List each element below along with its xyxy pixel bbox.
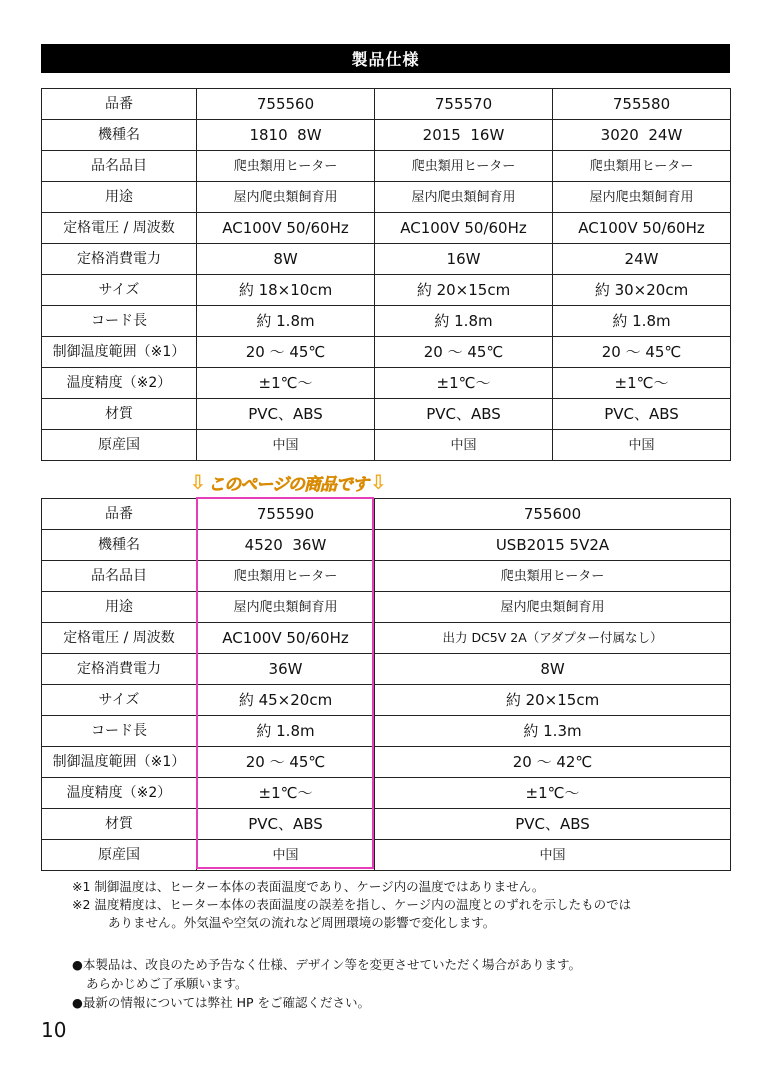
table-row (42, 685, 731, 716)
row-label: コード長 (42, 306, 197, 337)
table-cell: 約 1.8m (553, 306, 731, 337)
table-cell: 755600 (375, 499, 731, 530)
footnote-2: ※2 温度精度は、ヒーター本体の表面温度の誤差を指し、ケージ内の温度とのずれを示したものでは (72, 897, 632, 912)
table-cell: 20 ～ 45℃ (553, 337, 731, 368)
table-cell: 中国 (197, 430, 375, 461)
table-cell: PVC、ABS (197, 809, 375, 840)
table-row (42, 623, 731, 654)
table-row (42, 499, 731, 530)
table-row (42, 778, 731, 809)
table-row (42, 654, 731, 685)
table-cell: ±1℃～ (553, 368, 731, 399)
table-cell: 755560 (197, 89, 375, 120)
table-cell: 爬虫類用ヒーター (375, 151, 553, 182)
table-cell: 36W (197, 654, 375, 685)
table-cell: 約 1.8m (375, 306, 553, 337)
row-label: 材質 (42, 399, 197, 430)
table-row (42, 244, 731, 275)
row-label: 材質 (42, 809, 197, 840)
row-label: 品名品目 (42, 561, 197, 592)
table-row (42, 809, 731, 840)
table-row (42, 182, 731, 213)
table-cell: 屋内爬虫類飼育用 (375, 182, 553, 213)
table-row (42, 592, 731, 623)
table-cell: PVC、ABS (197, 399, 375, 430)
table-row (42, 306, 731, 337)
spec-table-2 (41, 498, 731, 871)
row-label: サイズ (42, 275, 197, 306)
table-cell: 屋内爬虫類飼育用 (375, 592, 731, 623)
down-arrow-icon: ⇩ (189, 470, 207, 494)
table-cell: 爬虫類用ヒーター (375, 561, 731, 592)
row-label: 制御温度範囲（※1） (42, 337, 197, 368)
table-cell: 4520 36W (197, 530, 375, 561)
row-label: 定格消費電力 (42, 654, 197, 685)
row-label: 用途 (42, 592, 197, 623)
table-cell: 屋内爬虫類飼育用 (197, 592, 375, 623)
table-cell: 1810 8W (197, 120, 375, 151)
table-cell: 755580 (553, 89, 731, 120)
table-cell: 約 20×15cm (375, 685, 731, 716)
row-label: 定格電圧 / 周波数 (42, 213, 197, 244)
table-cell: 中国 (375, 430, 553, 461)
table-cell: 約 45×20cm (197, 685, 375, 716)
spec-table-1 (41, 88, 731, 461)
row-label: 制御温度範囲（※1） (42, 747, 197, 778)
table-cell: 屋内爬虫類飼育用 (553, 182, 731, 213)
table-row (42, 840, 731, 871)
table-cell: AC100V 50/60Hz (197, 623, 375, 654)
table-cell: ±1℃～ (375, 368, 553, 399)
table-row (42, 530, 731, 561)
table-cell: AC100V 50/60Hz (553, 213, 731, 244)
row-label: 品番 (42, 89, 197, 120)
row-label: 品名品目 (42, 151, 197, 182)
table-row (42, 747, 731, 778)
table-cell: 出力 DC5V 2A（アダプター付属なし） (375, 623, 731, 654)
table-row (42, 89, 731, 120)
table-cell: 中国 (375, 840, 731, 871)
table-row (42, 430, 731, 461)
table-cell: PVC、ABS (375, 399, 553, 430)
this-product-banner (189, 468, 387, 496)
table-cell: 16W (375, 244, 553, 275)
table-cell: 約 30×20cm (553, 275, 731, 306)
page-number: 10 (41, 1018, 67, 1042)
table-row (42, 213, 731, 244)
table-cell: 755570 (375, 89, 553, 120)
section-title-text: 製品仕様 (351, 50, 420, 69)
notice-1-continued: あらかじめご了承願います。 (86, 976, 248, 991)
row-label: 温度精度（※2） (42, 368, 197, 399)
table-cell: 約 1.3m (375, 716, 731, 747)
table-cell: 約 20×15cm (375, 275, 553, 306)
table-cell: 約 1.8m (197, 306, 375, 337)
notices (72, 955, 581, 1012)
table-cell: 屋内爬虫類飼育用 (197, 182, 375, 213)
row-label: 機種名 (42, 530, 197, 561)
table-row (42, 368, 731, 399)
banner-text: このページの商品です (208, 474, 368, 495)
table-cell: ±1℃～ (375, 778, 731, 809)
row-label: 原産国 (42, 840, 197, 871)
table-cell: AC100V 50/60Hz (375, 213, 553, 244)
table-row (42, 399, 731, 430)
table-cell: 中国 (197, 840, 375, 871)
row-label: 原産国 (42, 430, 197, 461)
table-cell: ±1℃～ (197, 368, 375, 399)
table-cell: 20 ～ 45℃ (197, 337, 375, 368)
table-row (42, 716, 731, 747)
table-cell: 爬虫類用ヒーター (197, 151, 375, 182)
footnote-2-continued: ありません。外気温や空気の流れなど周囲環境の影響で変化します。 (108, 915, 496, 930)
table-cell: 755590 (197, 499, 375, 530)
table-cell: PVC、ABS (553, 399, 731, 430)
table-cell: 8W (197, 244, 375, 275)
table-cell: USB2015 5V2A (375, 530, 731, 561)
footnotes (72, 878, 631, 932)
table-row (42, 275, 731, 306)
table-cell: 8W (375, 654, 731, 685)
table-cell: 約 18×10cm (197, 275, 375, 306)
row-label: 温度精度（※2） (42, 778, 197, 809)
table-cell: 20 ～ 42℃ (375, 747, 731, 778)
table-cell: 爬虫類用ヒーター (553, 151, 731, 182)
table-cell: 20 ～ 45℃ (375, 337, 553, 368)
table-cell: 24W (553, 244, 731, 275)
section-title (41, 44, 730, 73)
table-cell: PVC、ABS (375, 809, 731, 840)
table-cell: AC100V 50/60Hz (197, 213, 375, 244)
notice-1: ●本製品は、改良のため予告なく仕様、デザイン等を変更させていただく場合があります。 (72, 957, 582, 972)
table-row (42, 337, 731, 368)
table-cell: 2015 16W (375, 120, 553, 151)
notice-2: ●最新の情報については弊社 HP をご確認ください。 (72, 995, 371, 1010)
row-label: 機種名 (42, 120, 197, 151)
row-label: コード長 (42, 716, 197, 747)
table-cell: 20 ～ 45℃ (197, 747, 375, 778)
footnote-1: ※1 制御温度は、ヒーター本体の表面温度であり、ケージ内の温度ではありません。 (72, 879, 545, 894)
table-row (42, 561, 731, 592)
table-cell: 約 1.8m (197, 716, 375, 747)
row-label: 定格消費電力 (42, 244, 197, 275)
table-row (42, 120, 731, 151)
table-cell: ±1℃～ (197, 778, 375, 809)
row-label: 品番 (42, 499, 197, 530)
table-cell: 爬虫類用ヒーター (197, 561, 375, 592)
down-arrow-icon: ⇩ (369, 470, 387, 494)
row-label: サイズ (42, 685, 197, 716)
table-cell: 3020 24W (553, 120, 731, 151)
row-label: 定格電圧 / 周波数 (42, 623, 197, 654)
table-cell: 中国 (553, 430, 731, 461)
row-label: 用途 (42, 182, 197, 213)
table-row (42, 151, 731, 182)
